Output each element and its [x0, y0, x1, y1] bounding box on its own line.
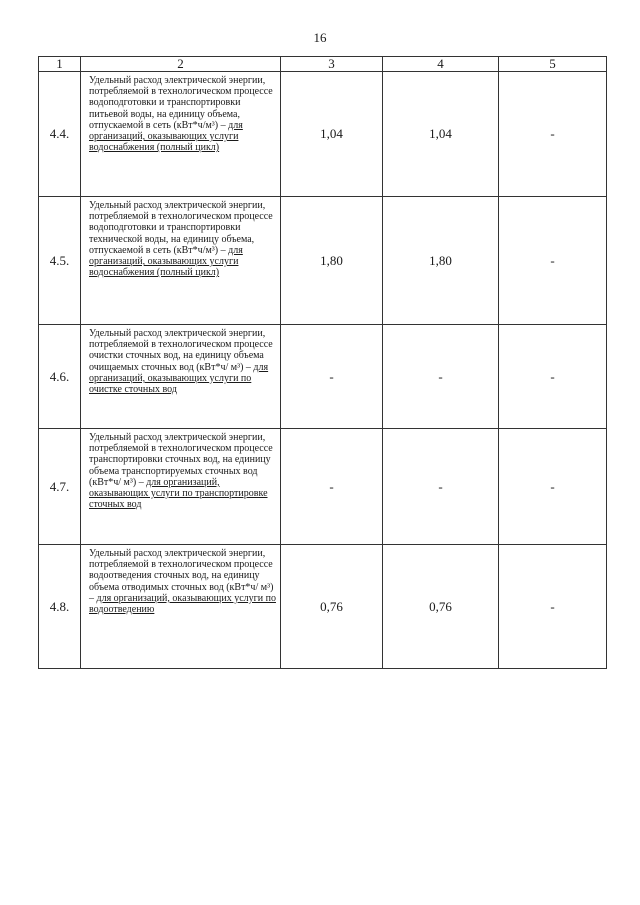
value-col-5: -	[499, 72, 607, 197]
table-row	[39, 72, 607, 197]
description-underlined: для организаций, оказывающих услуги водоснабжения (полный цикл)	[89, 244, 243, 279]
value-col-3: 1,04	[281, 72, 383, 197]
header-col-4: 4	[383, 57, 499, 72]
description-text: Удельный расход электрической энергии, потребляемой в технологическом процессе транспортировки сточных вод, на единицу объема транспортируемых сточных вод (кВт*ч/ м³) –	[89, 432, 273, 488]
header-col-1: 1	[39, 57, 81, 72]
value-col-3: -	[281, 325, 383, 429]
header-col-3: 3	[281, 57, 383, 72]
indicators-table	[38, 56, 607, 669]
row-description	[81, 325, 281, 429]
value-col-5: -	[499, 429, 607, 545]
row-description	[81, 197, 281, 325]
table-row	[39, 325, 607, 429]
value-col-4: -	[383, 429, 499, 545]
header-col-5: 5	[499, 57, 607, 72]
table-row	[39, 429, 607, 545]
row-description	[81, 429, 281, 545]
value-col-4: -	[383, 325, 499, 429]
row-number: 4.4.	[39, 72, 81, 197]
description-underlined: для организаций, оказывающих услуги по очистке сточных вод	[89, 361, 269, 396]
value-col-4: 1,04	[383, 72, 499, 197]
row-number: 4.5.	[39, 197, 81, 325]
header-col-2: 2	[81, 57, 281, 72]
value-col-5: -	[499, 545, 607, 669]
description-underlined: для организаций, оказывающих услуги по водоотведению	[89, 592, 276, 616]
table-row	[39, 545, 607, 669]
row-number: 4.6.	[39, 325, 81, 429]
description-underlined: для организаций, оказывающих услуги водоснабжения (полный цикл)	[89, 119, 243, 154]
value-col-3: 1,80	[281, 197, 383, 325]
row-description	[81, 545, 281, 669]
table-header-row	[39, 57, 607, 72]
description-text: Удельный расход электрической энергии, потребляемой в технологическом процессе водоподготовки и транспортировки технической воды, на единицу объема, отпускаемой в сеть (кВт*ч/м³) –	[89, 200, 273, 256]
page-number: 16	[313, 30, 327, 45]
description-text: Удельный расход электрической энергии, потребляемой в технологическом процессе водоотведения сточных вод, на единицу объема отводимых сточных вод (кВт*ч/ м³) –	[89, 548, 274, 604]
description-text: Удельный расход электрической энергии, потребляемой в технологическом процессе водоподготовки и транспортировки питьевой воды, на единицу объема, отпускаемой в сеть (кВт*ч/м³) –	[89, 75, 273, 131]
description-underlined: для организаций, оказывающих услуги по транспортировке сточных вод	[89, 476, 268, 511]
row-number: 4.8.	[39, 545, 81, 669]
description-text: Удельный расход электрической энергии, потребляемой в технологическом процессе очистки сточных вод, на единицу объема очищаемых сточных вод (кВт*ч/ м³) –	[89, 328, 273, 373]
table-row	[39, 197, 607, 325]
value-col-3: -	[281, 429, 383, 545]
value-col-5: -	[499, 325, 607, 429]
row-description	[81, 72, 281, 197]
value-col-3: 0,76	[281, 545, 383, 669]
value-col-4: 0,76	[383, 545, 499, 669]
value-col-5: -	[499, 197, 607, 325]
row-number: 4.7.	[39, 429, 81, 545]
value-col-4: 1,80	[383, 197, 499, 325]
